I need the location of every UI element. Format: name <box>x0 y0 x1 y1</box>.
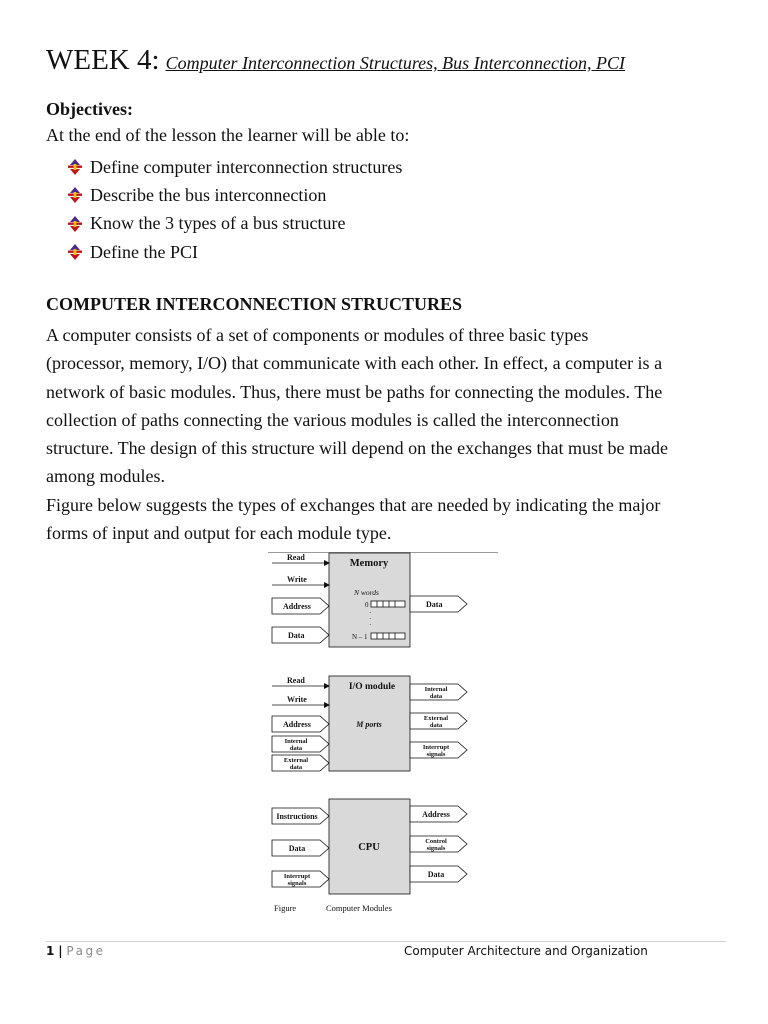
arrow-bullet-icon <box>66 215 84 233</box>
page-word: Page <box>66 944 106 958</box>
io-output-label: signals <box>426 751 446 758</box>
io-input-label: Address <box>283 720 311 729</box>
cpu-output-label: Address <box>422 810 450 819</box>
paragraph-line: structure. The design of this structure will depend on the exchanges that must be made <box>46 438 669 459</box>
memory-input-label: Read <box>287 553 305 562</box>
memory-input-label: Address <box>283 602 311 611</box>
cpu-output-label: Data <box>427 870 445 879</box>
memory-output-label: Data <box>426 600 443 609</box>
figure-caption-label: Figure <box>274 903 297 913</box>
section-heading: COMPUTER INTERCONNECTION STRUCTURES <box>46 294 463 314</box>
list-item <box>66 238 402 266</box>
week-subtitle: Computer Interconnection Structures, Bus Interconnection, PCI <box>165 53 625 73</box>
figure-caption-text: Computer Modules <box>326 903 392 913</box>
page-number: 1 <box>46 944 55 958</box>
io-ports-label: M ports <box>356 720 382 729</box>
io-input-label: data <box>289 764 303 771</box>
cpu-output-label: signals <box>426 845 446 852</box>
paragraph-line: network of basic modules. Thus, there must be paths for connecting the modules. The <box>46 381 663 402</box>
svg-text:·: · <box>369 621 372 629</box>
io-output-label: data <box>429 693 443 700</box>
cpu-input-label: Instructions <box>276 812 318 821</box>
cpu-input-label: Data <box>288 844 306 853</box>
computer-modules-figure <box>268 548 498 920</box>
io-output-label: Interrupt <box>422 744 450 751</box>
io-output-label: External <box>423 715 449 722</box>
paragraph-line: forms of input and output for each module type. <box>46 523 392 544</box>
io-input-label: External <box>283 757 309 764</box>
footer-page-label <box>46 944 105 958</box>
section-paragraph <box>46 321 668 491</box>
page-title <box>46 44 625 77</box>
paragraph-line: collection of paths connecting the various modules is called the interconnection <box>46 409 619 430</box>
objective-text: Define computer interconnection structures <box>90 156 403 177</box>
figure-intro-paragraph <box>46 491 660 548</box>
memory-input-label: Data <box>288 631 305 640</box>
svg-text:·: · <box>369 609 372 617</box>
list-item <box>66 210 402 238</box>
io-module-title: I/O module <box>348 682 396 692</box>
memory-input-label: Write <box>287 575 307 584</box>
memory-title: Memory <box>349 558 389 569</box>
cpu-input-label: signals <box>287 880 307 887</box>
cpu-title: CPU <box>358 842 380 853</box>
objective-text: Describe the bus interconnection <box>90 184 327 205</box>
io-input-label: Read <box>287 676 305 685</box>
objectives-list <box>66 153 402 266</box>
footer-divider <box>46 941 726 942</box>
objective-text: Know the 3 types of a bus structure <box>90 213 346 234</box>
objectives-heading: Objectives: <box>46 99 133 119</box>
paragraph-line: Figure below suggests the types of exchanges that are needed by indicating the major <box>46 495 661 515</box>
list-item <box>66 153 402 181</box>
paragraph-line: A computer consists of a set of components or modules of three basic types <box>46 325 589 345</box>
footer-course-title: Computer Architecture and Organization <box>404 944 648 958</box>
footer-separator: | <box>58 944 63 958</box>
memory-last-index: N – 1 <box>352 633 368 641</box>
io-output-label: data <box>429 722 443 729</box>
paragraph-line: (processor, memory, I/O) that communicate with each other. In effect, a computer is a <box>46 353 663 374</box>
arrow-bullet-icon <box>66 186 84 204</box>
svg-text:·: · <box>369 615 372 623</box>
io-input-label: Internal <box>284 738 308 745</box>
cpu-input-label: Interrupt <box>283 873 311 880</box>
io-input-label: data <box>289 745 303 752</box>
memory-first-index: 0 <box>365 601 369 609</box>
memory-words-label: N words <box>354 588 379 597</box>
arrow-bullet-icon <box>66 158 84 176</box>
cpu-output-label: Control <box>425 838 447 845</box>
week-label: WEEK 4: <box>46 44 160 76</box>
objective-text: Define the PCI <box>90 241 198 262</box>
paragraph-line: among modules. <box>46 466 165 487</box>
arrow-bullet-icon <box>66 243 84 261</box>
io-output-label: Internal <box>424 686 448 693</box>
objectives-intro: At the end of the lesson the learner will be able to: <box>46 125 410 145</box>
list-item <box>66 181 402 209</box>
io-input-label: Write <box>287 695 307 704</box>
